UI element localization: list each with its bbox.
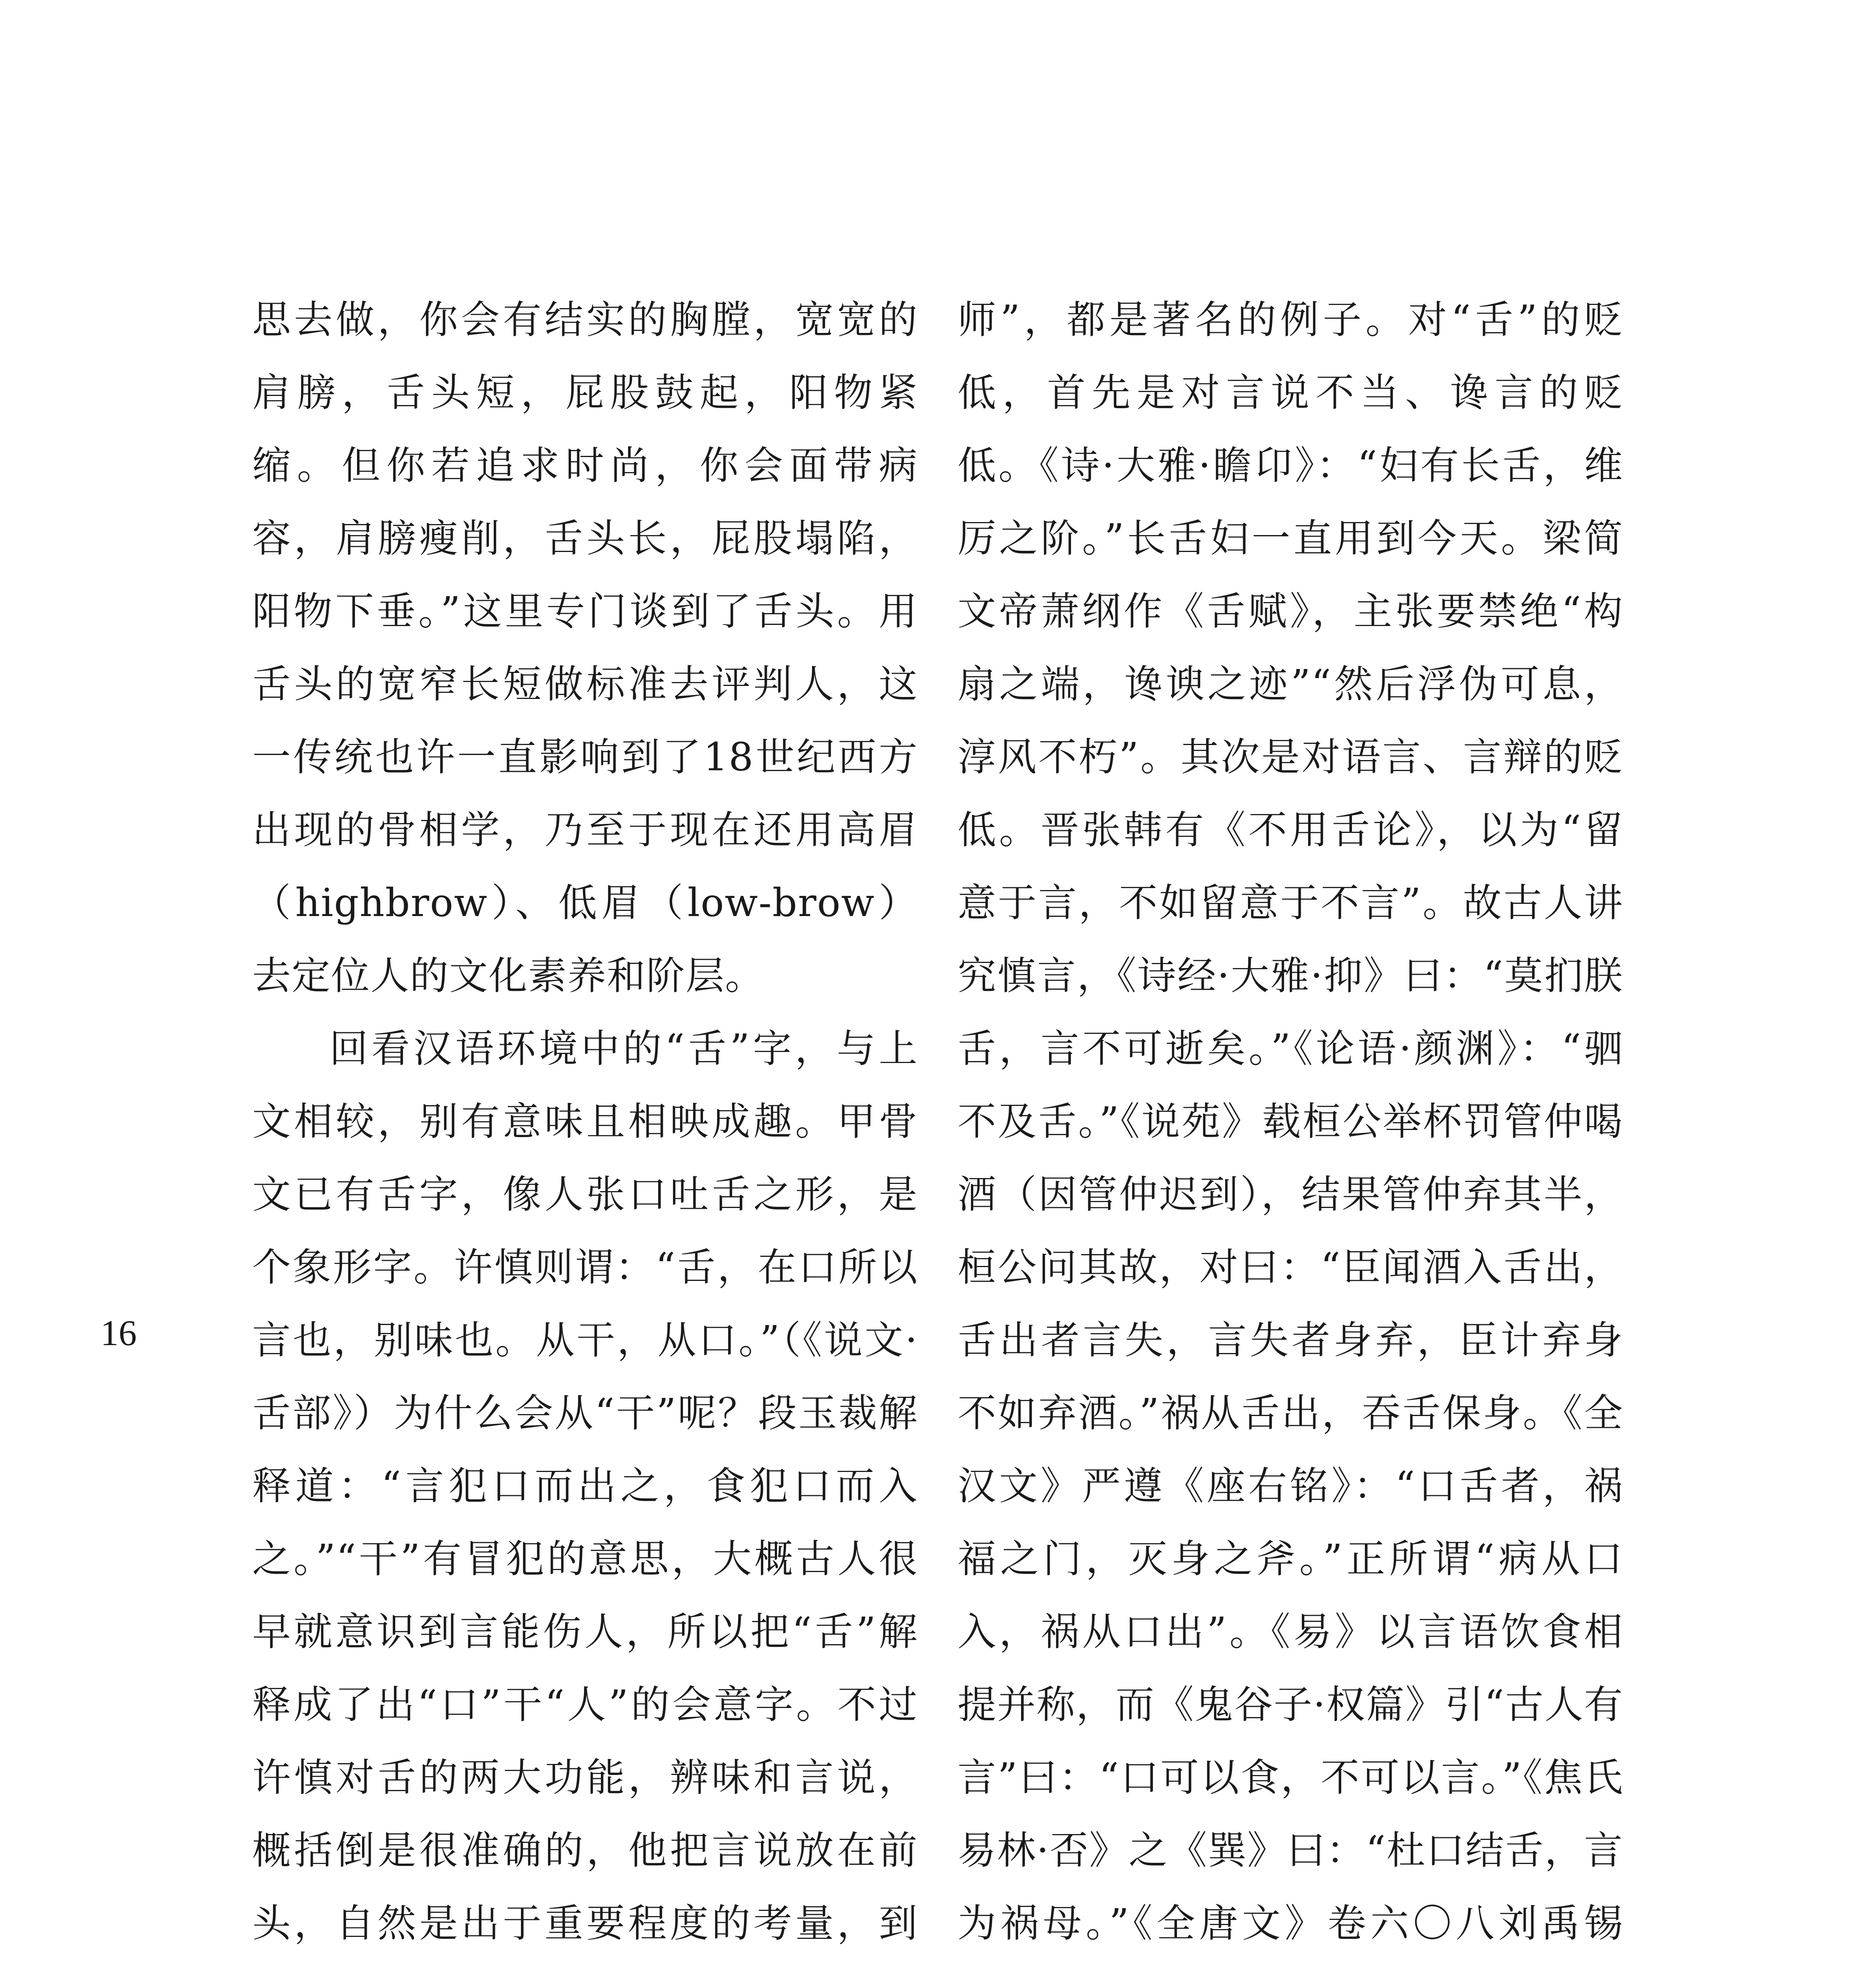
paragraph: 回看汉语环境中的“舌”字，与上文相较，别有意味且相映成趣。甲骨文已有舌字，像人张口吐舌之形，是个象形字。许慎则谓：“舌，在口所以言也，别味也。从干，从口。”（《说文·舌部》）为什么会从“干”呢？段玉裁解释道：“言犯口而出之，食犯口而入之。”“干”有冒犯的意思，大概古人很早就意识到言能伤人，所以把“舌”解释成了出“口”干“人”的会意字。不过许慎对舌的两大功能，辨味和言说，概括倒是很准确的，他把言说放在前头，自然是出于重要程度的考量，到 [252,1026,918,1946]
left-column [252,284,918,1970]
paragraph: 师”，都是著名的例子。对“舌”的贬低，首先是对言说不当、谗言的贬低。《诗·大雅·瞻卬》：“妇有长舌，维厉之阶。”长舌妇一直用到今天。梁简文帝萧纲作《舌赋》，主张要禁绝“构扇之端，谗谀之迹”“然后浮伪可息，淳风不朽”。其次是对语言、言辩的贬低。晋张韩有《不用舌论》，以为“留意于言，不如留意于不言”。故古人讲究慎言，《诗经·大雅·抑》曰：“莫扪朕舌，言不可逝矣。”《论语·颜渊》：“驷不及舌。”《说苑》载桓公举杯罚管仲喝酒（因管仲迟到），结果管仲弃其半，桓公问其故，对曰：“臣闻酒入舌出，舌出者言失，言失者身弃，臣计弃身不如弃酒。”祸从舌出，吞舌保身。《全汉文》严遵《座右铭》：“口舌者，祸福之门，灭身之斧。”正所谓“病从口入，祸从口出”。《易》以言语饮食相提并称，而《鬼谷子·权篇》引“古人有言”曰：“口可以食，不可以言。”《焦氏易林·否》之《巽》曰：“杜口结舌，言为祸母。”《全唐文》卷六〇八刘禹锡 [958,297,1623,1946]
page-number: 16 [100,1313,137,1353]
right-column [958,284,1623,1970]
paragraph: 思去做，你会有结实的胸膛，宽宽的肩膀，舌头短，屁股鼓起，阳物紧缩。但你若追求时尚，你会面带病容，肩膀瘦削，舌头长，屁股塌陷，阳物下垂。”这里专门谈到了舌头。用舌头的宽窄长短做标准去评判人，这一传统也许一直影响到了18世纪西方出现的骨相学，乃至于现在还用高眉（highbrow）、低眉（low-brow）去定位人的文化素养和阶层。 [252,297,918,998]
